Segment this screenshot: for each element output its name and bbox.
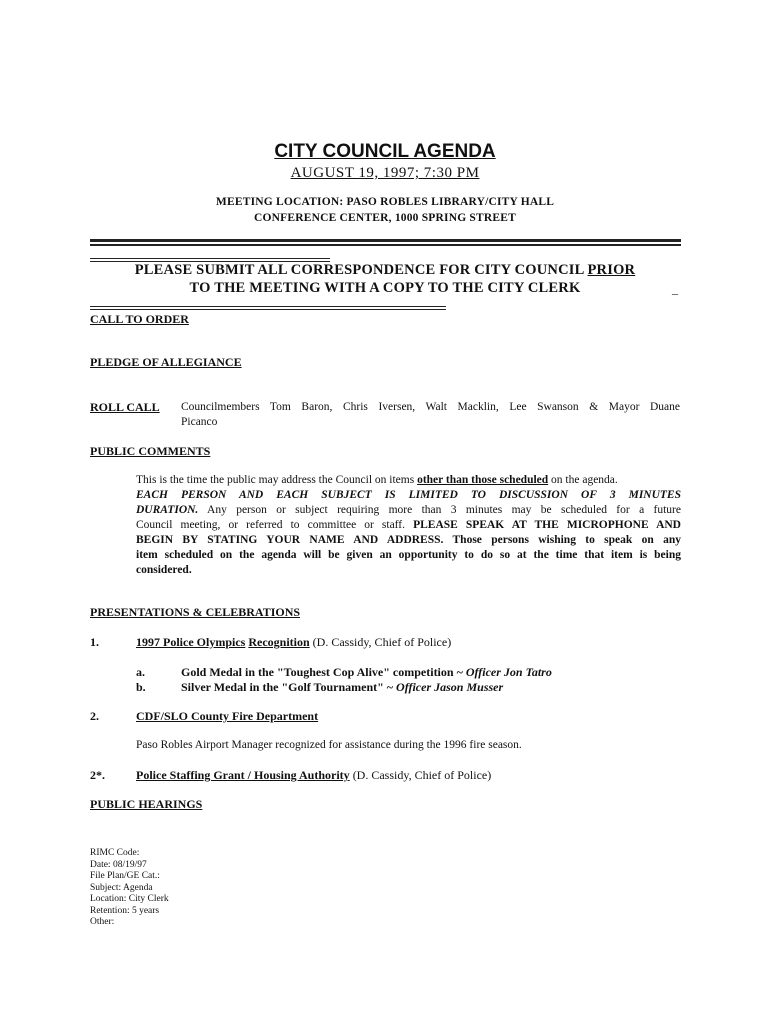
sub-item-letter: a. xyxy=(136,665,145,679)
sub-item-text: Silver Medal in the "Golf Tournament" ~ Officer Jason Musser xyxy=(181,680,504,694)
divider-rule-bottom xyxy=(90,244,681,246)
item-number: 2. xyxy=(90,709,99,723)
notice-rule-bottom-2 xyxy=(90,309,446,310)
roll-call-text-line1: Councilmembers Tom Baron, Chris Iversen, Walt Macklin, Lee Swanson & Mayor Duane xyxy=(181,401,680,413)
pc-line5: BEGIN BY STATING YOUR NAME AND ADDRESS. Those persons wishing to speak on any xyxy=(136,534,681,546)
divider-rule-top xyxy=(90,239,681,242)
item-note: Paso Robles Airport Manager recognized for assistance during the 1996 fire season. xyxy=(136,739,522,751)
section-presentations: PRESENTATIONS & CELEBRATIONS xyxy=(90,605,301,619)
pc-line2: EACH PERSON AND EACH SUBJECT IS LIMITED TO DISCUSSION OF 3 MINUTES xyxy=(136,489,681,501)
rimc-line: File Plan/GE Cat.: xyxy=(90,871,160,881)
item-title: Police Staffing Grant / Housing Authority (D. Cassidy, Chief of Police) xyxy=(136,768,492,782)
rimc-line: Subject: Agenda xyxy=(90,882,153,893)
meeting-location-line1: MEETING LOCATION: PASO ROBLES LIBRARY/CITY HALL xyxy=(215,196,555,208)
pc-line3: DURATION. Any person or subject requiring more than 3 minutes may be scheduled for a future xyxy=(136,504,681,516)
sub-item-text: Gold Medal in the "Toughest Cop Alive" competition ~ Officer Jon Tatro xyxy=(181,665,552,679)
agenda-title: CITY COUNCIL AGENDA xyxy=(274,141,496,162)
pc-line1: This is the time the public may address the Council on items other than those scheduled on the agenda. xyxy=(136,474,618,486)
meeting-date-time: AUGUST 19, 1997; 7:30 PM xyxy=(290,165,480,181)
rimc-line: Location: City Clerk xyxy=(90,894,169,904)
section-call-to-order: CALL TO ORDER xyxy=(90,312,189,326)
sub-item-letter: b. xyxy=(136,680,146,694)
item-title: 1997 Police Olympics Recognition (D. Cassidy, Chief of Police) xyxy=(136,635,452,649)
item-title: CDF/SLO County Fire Department xyxy=(136,709,319,723)
pc-line7: considered. xyxy=(136,564,192,576)
meeting-location-line2: CONFERENCE CENTER, 1000 SPRING STREET xyxy=(253,212,517,224)
notice-line2: TO THE MEETING WITH A COPY TO THE CITY CLERK xyxy=(189,280,581,296)
notice-prior-emph: PRIOR xyxy=(587,262,636,278)
rimc-line: Other: xyxy=(90,917,115,927)
item-number: 2*. xyxy=(90,768,105,782)
pc-line4: Council meeting, or referred to committee or staff. PLEASE SPEAK AT THE MICROPHONE AND xyxy=(136,519,681,531)
pc-line6: item scheduled on the agenda will be given an opportunity to do so at the time that item is being xyxy=(136,549,681,561)
section-public-hearings: PUBLIC HEARINGS xyxy=(90,797,203,811)
roll-call-text-line2: Picanco xyxy=(181,416,218,428)
notice-rule-top xyxy=(90,258,330,259)
item-number: 1. xyxy=(90,635,99,649)
section-pledge: PLEDGE OF ALLEGIANCE xyxy=(90,355,242,369)
section-roll-call: ROLL CALL xyxy=(90,400,160,414)
notice-mark: _ xyxy=(672,282,678,296)
notice-rule-bottom xyxy=(90,306,446,307)
rimc-line: Date: 08/19/97 xyxy=(90,859,147,870)
notice-line1: PLEASE SUBMIT ALL CORRESPONDENCE FOR CITY COUNCIL PRIOR xyxy=(134,262,636,278)
rimc-line: RIMC Code: xyxy=(90,848,140,858)
rimc-block xyxy=(90,848,169,929)
rimc-line: Retention: 5 years xyxy=(90,905,160,916)
section-public-comments: PUBLIC COMMENTS xyxy=(90,444,211,458)
public-comments-paragraph xyxy=(136,473,681,578)
